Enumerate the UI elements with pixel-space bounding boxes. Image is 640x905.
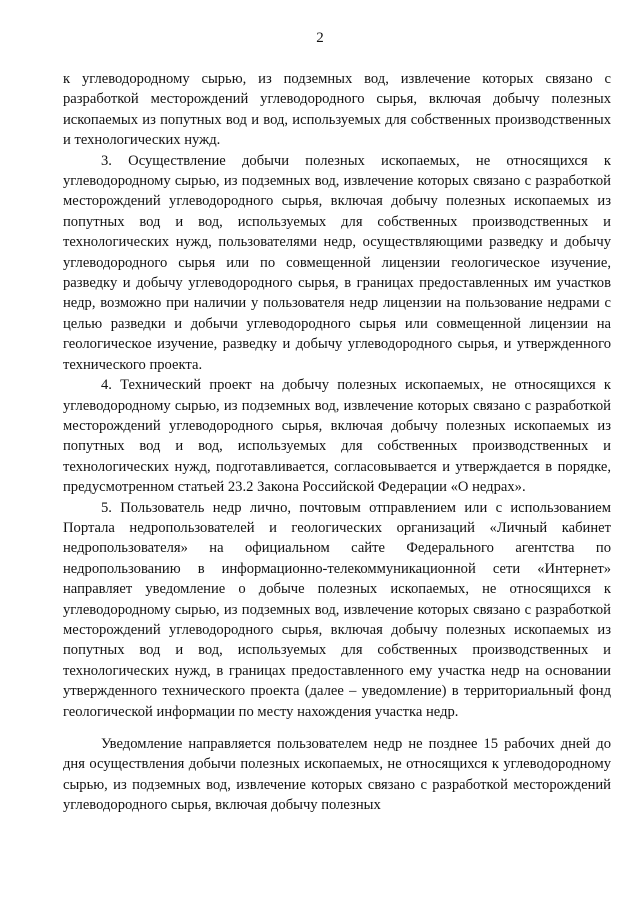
paragraph-item-5: 5. Пользователь недр лично, почтовым отправлением или с использованием Портала недропользователей и геологических организаций «Личный кабинет недропользователя» на официальном сайте Федерального агентства по недропользованию в информационно-телекоммуникационной сети «Интернет» направляет уведомление о добыче полезных ископаемых, не относящихся к углеводородному сырью, из подземных вод, извлечение которых связано с разработкой месторождений углеводородного сырья, включая добычу полезных ископаемых из попутных вод и вод, используемых для собственных производственных и технологических нужд, в границах предоставленного ему участка недр на основании утвержденного технического проекта (далее – уведомление) в территориальный фонд геологической информации по месту нахождения участка недр. [63, 499, 611, 720]
document-body [63, 69, 611, 816]
paragraph-notification-deadline: Уведомление направляется пользователем недр не позднее 15 рабочих дней до дня осуществления добычи полезных ископаемых, не относящихся к углеводородному сырью, из подземных вод, извлечение которых связано с разработкой месторождений углеводородного сырья, включая добычу полезных [63, 736, 611, 814]
paragraph-item-4: 4. Технический проект на добычу полезных ископаемых, не относящихся к углеводородному сырью, из подземных вод, извлечение которых связано с разработкой месторождений углеводородного сырья, включая добычу полезных ископаемых из попутных вод и вод, используемых для собственных производственных и технологических нужд, подготавливается, согласовывается и утверждается в порядке, предусмотренном статьей 23.2 Закона Российской Федерации «О недрах». [63, 377, 611, 496]
page-number: 2 [316, 30, 324, 46]
paragraph-continuation: к углеводородному сырью, из подземных вод, извлечение которых связано с разработкой месторождений углеводородного сырья, включая добычу полезных ископаемых из попутных вод и вод, используемых для собственных производственных и технологических нужд. [63, 71, 611, 149]
paragraph-item-3: 3. Осуществление добычи полезных ископаемых, не относящихся к углеводородному сырью, из подземных вод, извлечение которых связано с разработкой месторождений углеводородного сырья, включая добычу полезных ископаемых из попутных вод и вод, используемых для собственных производственных и технологических нужд, пользователями недр, осуществляющими разведку и добычу углеводородного сырья или по совмещенной лицензии геологическое изучение, разведку и добычу углеводородного сырья, в границах предоставленных им участков недр, возможно при наличии у пользователя недр лицензии на пользование недрами с целью разведки и добычи углеводородного сырья или совмещенной лицензии на геологическое изучение, разведку и добычу углеводородного сырья, и утвержденного технического проекта. [63, 152, 611, 373]
